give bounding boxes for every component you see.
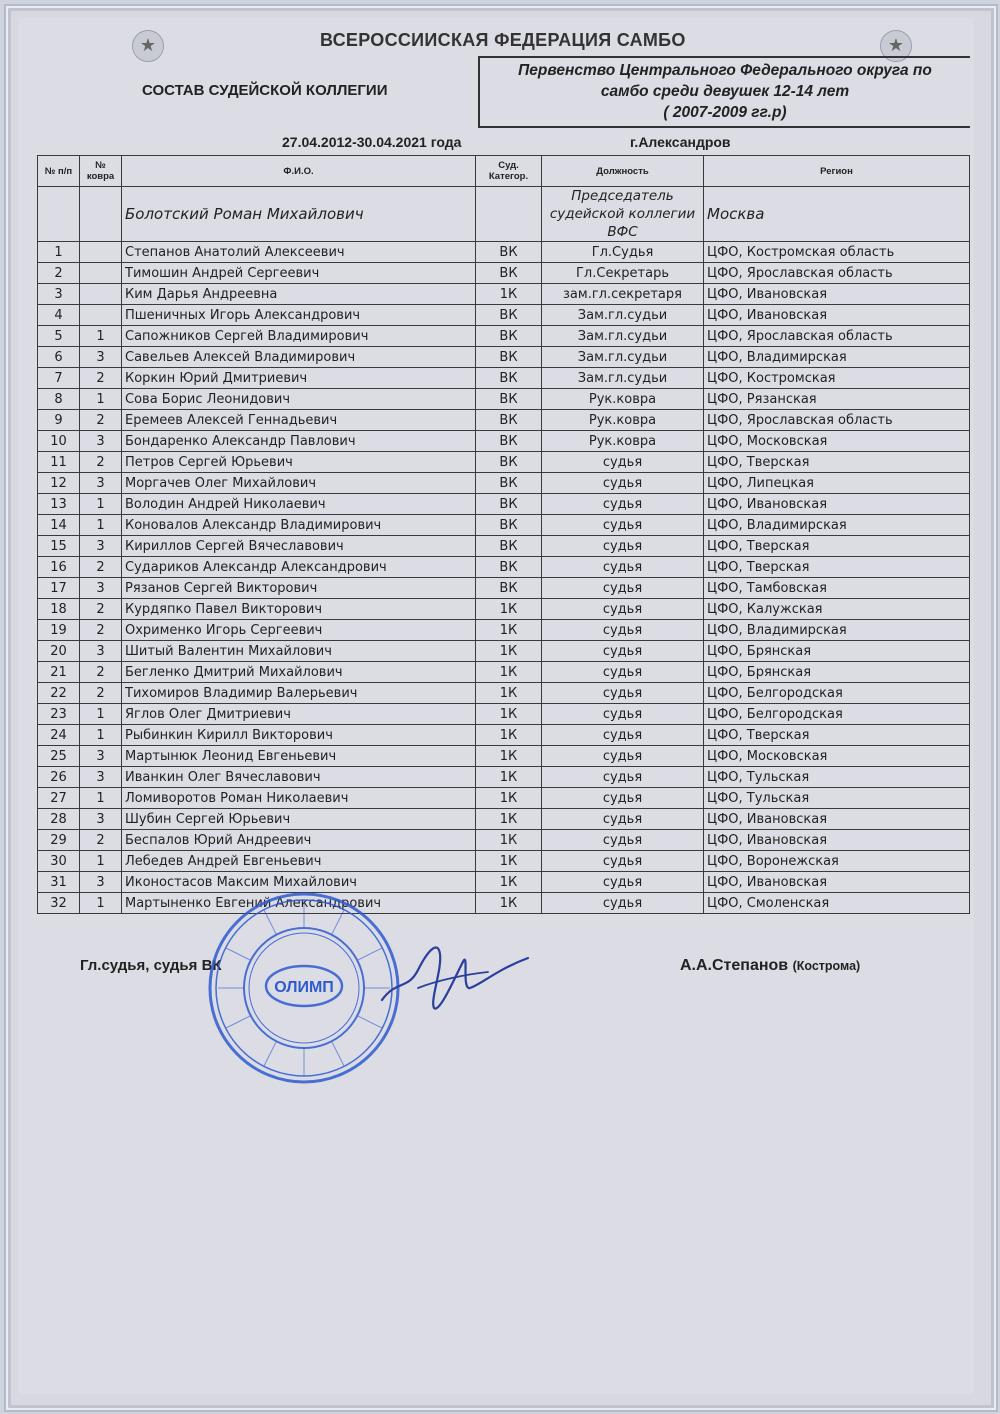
- signer-name: А.А.Степанов: [680, 957, 789, 974]
- row-number: 7: [38, 368, 80, 389]
- table-row: [38, 473, 970, 494]
- table-row: [38, 305, 970, 326]
- table-row: [38, 515, 970, 536]
- judge-region: ЦФО, Московская: [704, 431, 970, 452]
- event-line-1: Первенство Центрального Федерального округа по: [518, 62, 932, 79]
- federation-title: ВСЕРОССИИСКАЯ ФЕДЕРАЦИЯ САМБО: [320, 30, 686, 50]
- judge-region: ЦФО, Костромская область: [704, 242, 970, 263]
- row-number: 30: [38, 851, 80, 872]
- stamp-text: ОЛИМП: [274, 979, 334, 996]
- judge-name: Сова Борис Леонидович: [122, 389, 476, 410]
- judge-position: Зам.гл.судьи: [542, 347, 704, 368]
- judge-name: Судариков Александр Александрович: [122, 557, 476, 578]
- table-row: [38, 620, 970, 641]
- row-number: 24: [38, 725, 80, 746]
- row-number: 19: [38, 620, 80, 641]
- mat-number: 3: [80, 809, 122, 830]
- row-number: 5: [38, 326, 80, 347]
- judge-name: Лебедев Андрей Евгеньевич: [122, 851, 476, 872]
- judge-region: ЦФО, Тверская: [704, 725, 970, 746]
- judge-position: судья: [542, 809, 704, 830]
- row-number: 10: [38, 431, 80, 452]
- judge-position: судья: [542, 599, 704, 620]
- table-row: [38, 872, 970, 893]
- judge-position: судья: [542, 515, 704, 536]
- judge-position: Рук.ковра: [542, 431, 704, 452]
- judge-category: 1К: [476, 683, 542, 704]
- judges-table: [37, 155, 970, 914]
- row-number: 18: [38, 599, 80, 620]
- judge-category: ВК: [476, 305, 542, 326]
- judge-region: ЦФО, Ивановская: [704, 284, 970, 305]
- mat-number: 1: [80, 494, 122, 515]
- table-cell: [38, 187, 80, 242]
- judge-name: Петров Сергей Юрьевич: [122, 452, 476, 473]
- judge-name: Степанов Анатолий Алексеевич: [122, 242, 476, 263]
- document-title: СОСТАВ СУДЕЙСКОЙ КОЛЛЕГИИ: [142, 82, 388, 99]
- row-number: 4: [38, 305, 80, 326]
- judge-category: ВК: [476, 536, 542, 557]
- row-number: 3: [38, 284, 80, 305]
- table-row: [38, 788, 970, 809]
- row-number: 6: [38, 347, 80, 368]
- row-number: 2: [38, 263, 80, 284]
- mat-number: 3: [80, 872, 122, 893]
- table-row: [38, 893, 970, 914]
- judge-region: ЦФО, Калужская: [704, 599, 970, 620]
- judge-category: ВК: [476, 473, 542, 494]
- table-header-row: [38, 156, 970, 187]
- judge-position: судья: [542, 893, 704, 914]
- chair-region: Москва: [704, 187, 970, 242]
- row-number: 20: [38, 641, 80, 662]
- table-row: [38, 536, 970, 557]
- table-row: [38, 284, 970, 305]
- table-row: [38, 452, 970, 473]
- event-box: [478, 56, 970, 128]
- judge-region: ЦФО, Смоленская: [704, 893, 970, 914]
- row-number: 12: [38, 473, 80, 494]
- judge-category: ВК: [476, 410, 542, 431]
- judge-name: Мартыненко Евгений Александрович: [122, 893, 476, 914]
- judge-category: 1К: [476, 620, 542, 641]
- judge-position: судья: [542, 725, 704, 746]
- table-row: [38, 326, 970, 347]
- judge-position: судья: [542, 746, 704, 767]
- row-number: 32: [38, 893, 80, 914]
- table-row: [38, 557, 970, 578]
- row-number: 31: [38, 872, 80, 893]
- table-row: [38, 662, 970, 683]
- judge-category: ВК: [476, 515, 542, 536]
- event-line-2: самбо среди девушек 12-14 лет: [600, 83, 850, 100]
- judge-region: ЦФО, Белгородская: [704, 683, 970, 704]
- judge-region: ЦФО, Ивановская: [704, 872, 970, 893]
- judge-name: Бегленко Дмитрий Михайлович: [122, 662, 476, 683]
- table-row: [38, 767, 970, 788]
- row-number: 13: [38, 494, 80, 515]
- judge-category: 1К: [476, 788, 542, 809]
- judge-position: судья: [542, 578, 704, 599]
- judge-position: судья: [542, 662, 704, 683]
- judge-category: 1К: [476, 284, 542, 305]
- judge-category: ВК: [476, 452, 542, 473]
- judge-name: Мартынюк Леонид Евгеньевич: [122, 746, 476, 767]
- judge-region: ЦФО, Тульская: [704, 788, 970, 809]
- judge-region: ЦФО, Липецкая: [704, 473, 970, 494]
- judge-category: 1К: [476, 872, 542, 893]
- judge-region: ЦФО, Ивановская: [704, 494, 970, 515]
- mat-number: 3: [80, 641, 122, 662]
- table-row: [38, 851, 970, 872]
- judge-position: зам.гл.секретаря: [542, 284, 704, 305]
- event-dates: 27.04.2012-30.04.2021 года: [282, 134, 462, 150]
- col-header-category: Суд. Категор.: [476, 156, 542, 187]
- table-row: [38, 704, 970, 725]
- row-number: 15: [38, 536, 80, 557]
- chair-name: Болотский Роман Михайлович: [122, 187, 476, 242]
- judge-category: 1К: [476, 893, 542, 914]
- judge-position: судья: [542, 473, 704, 494]
- row-number: 21: [38, 662, 80, 683]
- judge-name: Моргачев Олег Михайлович: [122, 473, 476, 494]
- judge-position: судья: [542, 683, 704, 704]
- judge-position: Рук.ковра: [542, 389, 704, 410]
- judge-name: Сапожников Сергей Владимирович: [122, 326, 476, 347]
- judge-region: ЦФО, Владимирская: [704, 620, 970, 641]
- mat-number: 1: [80, 326, 122, 347]
- row-number: 8: [38, 389, 80, 410]
- mat-number: 2: [80, 557, 122, 578]
- judge-position: судья: [542, 830, 704, 851]
- mat-number: 3: [80, 746, 122, 767]
- judge-category: ВК: [476, 242, 542, 263]
- judge-region: ЦФО, Брянская: [704, 641, 970, 662]
- mat-number: 3: [80, 473, 122, 494]
- table-row: [38, 725, 970, 746]
- mat-number: [80, 284, 122, 305]
- mat-number: 3: [80, 536, 122, 557]
- signer-city: (Кострома): [792, 959, 861, 973]
- table-row: [38, 683, 970, 704]
- mat-number: [80, 305, 122, 326]
- official-stamp-icon: [204, 888, 404, 1088]
- judge-region: ЦФО, Ярославская область: [704, 410, 970, 431]
- col-header-region: Регион: [704, 156, 970, 187]
- mat-number: 2: [80, 410, 122, 431]
- row-number: 23: [38, 704, 80, 725]
- judge-name: Пшеничных Игорь Александрович: [122, 305, 476, 326]
- table-row: [38, 746, 970, 767]
- judge-category: ВК: [476, 326, 542, 347]
- judge-category: ВК: [476, 494, 542, 515]
- mat-number: 2: [80, 599, 122, 620]
- judge-position: судья: [542, 557, 704, 578]
- judge-region: ЦФО, Тверская: [704, 557, 970, 578]
- signer-block: [680, 957, 860, 975]
- judge-position: судья: [542, 536, 704, 557]
- mat-number: 2: [80, 683, 122, 704]
- judge-region: ЦФО, Воронежская: [704, 851, 970, 872]
- row-number: 28: [38, 809, 80, 830]
- judge-name: Шубин Сергей Юрьевич: [122, 809, 476, 830]
- mat-number: 1: [80, 389, 122, 410]
- row-number: 1: [38, 242, 80, 263]
- judge-category: ВК: [476, 578, 542, 599]
- judge-region: ЦФО, Ивановская: [704, 830, 970, 851]
- judge-category: 1К: [476, 851, 542, 872]
- mat-number: 2: [80, 452, 122, 473]
- judge-position: Гл.Секретарь: [542, 263, 704, 284]
- mat-number: 1: [80, 704, 122, 725]
- mat-number: 1: [80, 851, 122, 872]
- table-row: [38, 410, 970, 431]
- judge-region: ЦФО, Владимирская: [704, 347, 970, 368]
- judge-position: судья: [542, 452, 704, 473]
- row-number: 17: [38, 578, 80, 599]
- judge-category: ВК: [476, 389, 542, 410]
- judge-region: ЦФО, Тверская: [704, 536, 970, 557]
- judge-name: Кириллов Сергей Вячеславович: [122, 536, 476, 557]
- judge-category: 1К: [476, 830, 542, 851]
- judge-region: ЦФО, Рязанская: [704, 389, 970, 410]
- judge-name: Коркин Юрий Дмитриевич: [122, 368, 476, 389]
- judge-region: ЦФО, Костромская: [704, 368, 970, 389]
- table-row: [38, 494, 970, 515]
- row-number: 11: [38, 452, 80, 473]
- judge-category: ВК: [476, 347, 542, 368]
- chair-position: Председатель судейской коллегии ВФС: [542, 187, 704, 242]
- judge-name: Рыбинкин Кирилл Викторович: [122, 725, 476, 746]
- judge-position: Гл.Судья: [542, 242, 704, 263]
- col-header-number: № п/п: [38, 156, 80, 187]
- judge-position: Рук.ковра: [542, 410, 704, 431]
- judge-position: судья: [542, 788, 704, 809]
- judge-position: судья: [542, 494, 704, 515]
- event-city: г.Александров: [630, 134, 731, 150]
- judge-category: 1К: [476, 725, 542, 746]
- judge-name: Шитый Валентин Михайлович: [122, 641, 476, 662]
- judge-name: Еремеев Алексей Геннадьевич: [122, 410, 476, 431]
- judge-name: Бондаренко Александр Павлович: [122, 431, 476, 452]
- judge-position: судья: [542, 767, 704, 788]
- mat-number: 3: [80, 767, 122, 788]
- col-header-name: Ф.И.О.: [122, 156, 476, 187]
- table-row: [38, 578, 970, 599]
- judge-region: ЦФО, Ивановская: [704, 809, 970, 830]
- judge-region: ЦФО, Тамбовская: [704, 578, 970, 599]
- judge-name: Тимошин Андрей Сергеевич: [122, 263, 476, 284]
- table-row: [38, 431, 970, 452]
- judge-region: ЦФО, Тульская: [704, 767, 970, 788]
- judge-region: ЦФО, Брянская: [704, 662, 970, 683]
- mat-number: 1: [80, 515, 122, 536]
- judge-category: 1К: [476, 662, 542, 683]
- table-cell: [476, 187, 542, 242]
- judge-position: судья: [542, 851, 704, 872]
- row-number: 26: [38, 767, 80, 788]
- judge-category: ВК: [476, 368, 542, 389]
- mat-number: 1: [80, 788, 122, 809]
- judge-region: ЦФО, Ивановская: [704, 305, 970, 326]
- row-number: 29: [38, 830, 80, 851]
- mat-number: 2: [80, 368, 122, 389]
- judge-region: ЦФО, Владимирская: [704, 515, 970, 536]
- judge-name: Рязанов Сергей Викторович: [122, 578, 476, 599]
- table-row: [38, 242, 970, 263]
- table-row: [38, 347, 970, 368]
- mat-number: 2: [80, 620, 122, 641]
- judge-name: Ким Дарья Андреевна: [122, 284, 476, 305]
- judge-name: Ломиворотов Роман Николаевич: [122, 788, 476, 809]
- judge-name: Коновалов Александр Владимирович: [122, 515, 476, 536]
- mat-number: [80, 263, 122, 284]
- mat-number: 1: [80, 725, 122, 746]
- table-row: [38, 263, 970, 284]
- row-number: 9: [38, 410, 80, 431]
- table-row: [38, 830, 970, 851]
- judge-position: судья: [542, 620, 704, 641]
- judge-name: Володин Андрей Николаевич: [122, 494, 476, 515]
- judge-position: судья: [542, 704, 704, 725]
- judge-region: ЦФО, Московская: [704, 746, 970, 767]
- judge-position: судья: [542, 872, 704, 893]
- table-cell: [80, 187, 122, 242]
- row-number: 22: [38, 683, 80, 704]
- judge-category: ВК: [476, 431, 542, 452]
- mat-number: 3: [80, 431, 122, 452]
- table-row: [38, 389, 970, 410]
- judge-category: 1К: [476, 767, 542, 788]
- judge-name: Иконостасов Максим Михайлович: [122, 872, 476, 893]
- chair-row: [38, 187, 970, 242]
- judge-region: ЦФО, Белгородская: [704, 704, 970, 725]
- mat-number: 1: [80, 893, 122, 914]
- table-row: [38, 599, 970, 620]
- judge-category: 1К: [476, 641, 542, 662]
- mat-number: 3: [80, 578, 122, 599]
- event-line-3: ( 2007-2009 гг.р): [663, 104, 787, 121]
- judge-region: ЦФО, Тверская: [704, 452, 970, 473]
- judge-name: Яглов Олег Дмитриевич: [122, 704, 476, 725]
- star-emblem-icon: ★: [132, 30, 164, 62]
- judge-name: Курдяпко Павел Викторович: [122, 599, 476, 620]
- mat-number: 3: [80, 347, 122, 368]
- table-row: [38, 809, 970, 830]
- judge-name: Иванкин Олег Вячеславович: [122, 767, 476, 788]
- mat-number: 2: [80, 662, 122, 683]
- signature-icon: [378, 930, 538, 1020]
- row-number: 14: [38, 515, 80, 536]
- mat-number: 2: [80, 830, 122, 851]
- row-number: 25: [38, 746, 80, 767]
- judge-name: Охрименко Игорь Сергеевич: [122, 620, 476, 641]
- judge-name: Савельев Алексей Владимирович: [122, 347, 476, 368]
- judge-position: Зам.гл.судьи: [542, 326, 704, 347]
- judge-region: ЦФО, Ярославская область: [704, 326, 970, 347]
- judge-position: судья: [542, 641, 704, 662]
- judge-position: Зам.гл.судьи: [542, 305, 704, 326]
- table-row: [38, 368, 970, 389]
- mat-number: [80, 242, 122, 263]
- judge-category: 1К: [476, 746, 542, 767]
- star-emblem-icon: ★: [880, 30, 912, 62]
- row-number: 27: [38, 788, 80, 809]
- judge-category: 1К: [476, 704, 542, 725]
- judge-category: ВК: [476, 557, 542, 578]
- judge-category: ВК: [476, 263, 542, 284]
- judge-region: ЦФО, Ярославская область: [704, 263, 970, 284]
- judge-category: 1К: [476, 599, 542, 620]
- table-row: [38, 641, 970, 662]
- signer-role: Гл.судья, судья ВК: [80, 957, 222, 974]
- judge-name: Беспалов Юрий Андреевич: [122, 830, 476, 851]
- judge-position: Зам.гл.судьи: [542, 368, 704, 389]
- col-header-mat: № ковра: [80, 156, 122, 187]
- col-header-position: Должность: [542, 156, 704, 187]
- judge-name: Тихомиров Владимир Валерьевич: [122, 683, 476, 704]
- row-number: 16: [38, 557, 80, 578]
- judge-category: 1К: [476, 809, 542, 830]
